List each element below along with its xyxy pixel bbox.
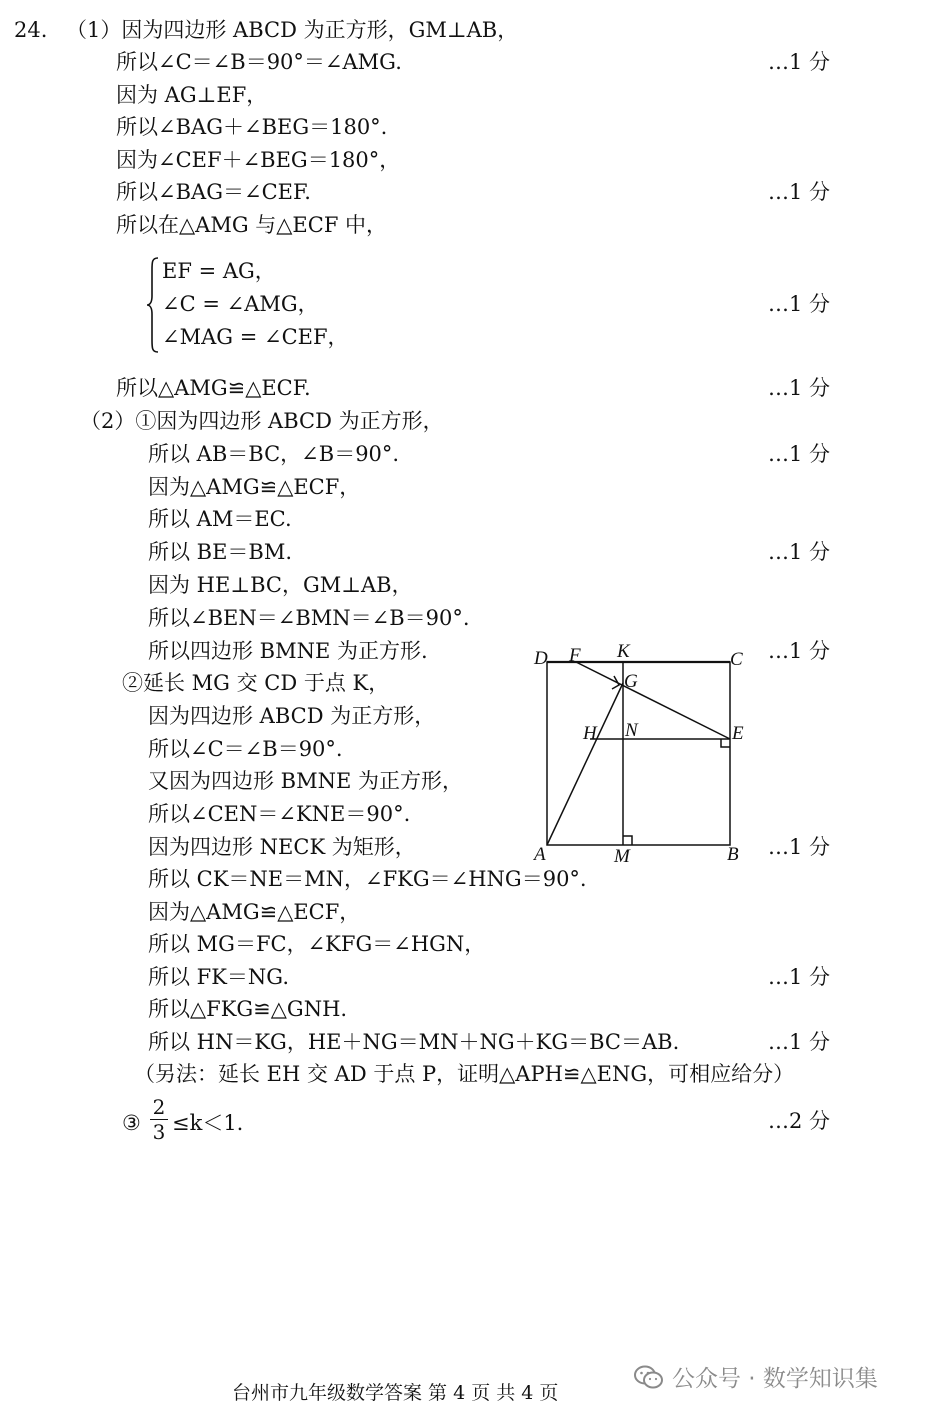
proof-line: （1）因为四边形 ABCD 为正方形，GM⊥AB，	[66, 18, 519, 42]
proof-line: 所以∠CEN＝∠KNE＝90°.	[148, 802, 411, 826]
proof-line: 所以△AMG≌△ECF.	[116, 376, 311, 400]
score-mark: …2 分	[768, 1109, 831, 1133]
label-b: B	[727, 844, 739, 865]
proof-line: 所以∠BEN＝∠BMN＝∠B＝90°.	[148, 606, 470, 630]
right-angle-mark-m	[623, 836, 632, 845]
proof-line: 所以∠C＝∠B＝90°＝∠AMG.	[116, 50, 402, 74]
proof-line: 所以∠BAG＝∠CEF.	[116, 180, 311, 204]
proof-line: （2）①因为四边形 ABCD 为正方形，	[80, 409, 444, 433]
score-mark: …1 分	[768, 180, 831, 204]
proof-line: 所以 AB＝BC，∠B＝90°.	[148, 442, 400, 466]
proof-line: 所以 CK＝NE＝MN，∠FKG＝∠HNG＝90°.	[148, 867, 587, 891]
fraction-denominator: 3	[152, 1120, 166, 1144]
proof-line: 因为△AMG≌△ECF，	[148, 900, 361, 924]
score-mark: …1 分	[768, 965, 831, 989]
label-f: F	[569, 645, 581, 666]
label-h: H	[583, 723, 597, 744]
right-angle-mark-e	[721, 739, 730, 747]
watermark	[634, 1360, 878, 1393]
score-mark: …1 分	[768, 292, 831, 316]
proof-line: 因为四边形 ABCD 为正方形，	[148, 704, 436, 728]
system-line: EF = AG，	[162, 259, 276, 283]
segment-ag	[547, 683, 623, 845]
score-mark: …1 分	[768, 540, 831, 564]
proof-line: 所以∠C＝∠B＝90°.	[148, 737, 343, 761]
geometry-figure	[528, 640, 768, 870]
label-a: A	[534, 844, 546, 865]
proof-line: 又因为四边形 BMNE 为正方形，	[148, 769, 463, 793]
proof-line: 所以在△AMG 与△ECF 中，	[116, 213, 388, 237]
score-mark: …1 分	[768, 1030, 831, 1054]
proof-line: 所以四边形 BMNE 为正方形.	[148, 639, 428, 663]
label-d: D	[534, 648, 548, 669]
alternative-method-note: （另法：延长 EH 交 AD 于点 P，证明△APH≌△ENG，可相应给分）	[134, 1062, 795, 1086]
proof-line: 所以 HN＝KG，HE＋NG＝MN＋NG＋KG＝BC＝AB.	[148, 1030, 680, 1054]
proof-line: 因为四边形 NECK 为矩形，	[148, 835, 416, 859]
proof-line: 所以 FK＝NG.	[148, 965, 290, 989]
fraction-numerator: 2	[152, 1095, 166, 1119]
part3-label: ③	[122, 1111, 141, 1135]
label-g: G	[624, 671, 638, 692]
proof-line: 因为 HE⊥BC，GM⊥AB，	[148, 573, 413, 597]
proof-line: 所以 MG＝FC，∠KFG＝∠HGN，	[148, 932, 486, 956]
label-n: N	[625, 720, 638, 741]
label-e: E	[732, 723, 744, 744]
system-line: ∠C = ∠AMG，	[162, 292, 319, 316]
brace-symbol	[146, 256, 160, 354]
wechat-icon	[634, 1364, 664, 1390]
proof-line: 因为△AMG≌△ECF，	[148, 475, 361, 499]
page-footer: 台州市九年级数学答案 第 4 页 共 4 页	[232, 1382, 559, 1404]
score-mark: …1 分	[768, 442, 831, 466]
fraction	[150, 1096, 168, 1143]
label-c: C	[730, 649, 743, 670]
segment-fe	[576, 662, 730, 739]
score-mark: …1 分	[768, 50, 831, 74]
proof-line: ②延长 MG 交 CD 于点 K，	[122, 671, 390, 695]
label-m: M	[614, 846, 630, 867]
proof-line: 所以∠BAG＋∠BEG＝180°.	[116, 115, 388, 139]
proof-line: 所以 BE＝BM.	[148, 540, 293, 564]
score-mark: …1 分	[768, 376, 831, 400]
proof-line: 因为∠CEF＋∠BEG＝180°，	[116, 148, 401, 172]
square-abcd	[547, 662, 730, 845]
watermark-text: 公众号 · 数学知识集	[672, 1366, 878, 1392]
proof-line: 因为 AG⊥EF，	[116, 83, 268, 107]
score-mark: …1 分	[768, 835, 831, 859]
proof-line: ≤k＜1.	[172, 1111, 244, 1135]
system-line: ∠MAG = ∠CEF，	[162, 325, 349, 349]
proof-line: 所以△FKG≌△GNH.	[148, 997, 348, 1021]
proof-line: 所以 AM＝EC.	[148, 507, 292, 531]
score-mark: …1 分	[768, 639, 831, 663]
label-k: K	[617, 641, 630, 662]
problem-number: 24.	[14, 18, 48, 42]
